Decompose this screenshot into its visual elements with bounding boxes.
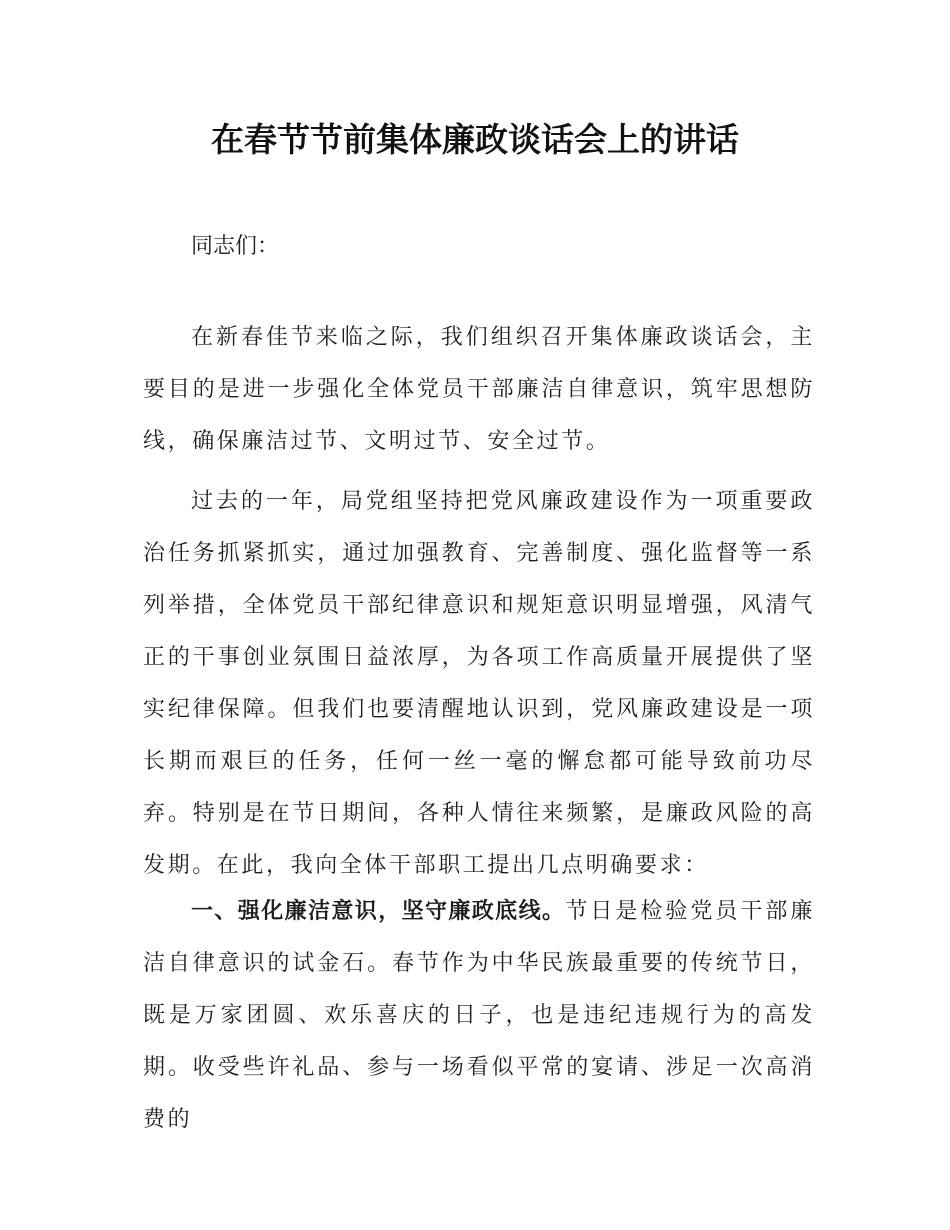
paragraph-text: 节日是检验党员干部廉洁自律意识的试金石。春节作为中华民族最重要的传统节日，既是万家团圆、欢乐喜庆的日子，也是违纪违规行为的高发期。收受些许礼品、参与一场看似平常的宴请、涉足一次高消费的: [143, 899, 815, 1132]
paragraph-intro: [143, 312, 815, 468]
paragraph-text: 过去的一年，局党组坚持把党风廉政建设作为一项重要政治任务抓紧抓实，通过加强教育、完善制度、强化监督等一系列举措，全体党员干部纪律意识和规矩意识明显增强，风清气正的干事创业氛围日益浓厚，为各项工作高质量开展提供了坚实纪律保障。但我们也要清醒地认识到，党风廉政建设是一项长期而艰巨的任务，任何一丝一毫的懈怠都可能导致前功尽弃。特别是在节日期间，各种人情往来频繁，是廉政风险的高发期。在此，我向全体干部职工提出几点明确要求：: [143, 489, 815, 878]
salutation: 同志们：: [191, 234, 280, 259]
page-title: 在春节节前集体廉政谈话会上的讲话: [211, 120, 739, 159]
paragraph-review: [143, 476, 815, 892]
section-heading: 一、强化廉洁意识，坚守廉政底线。: [191, 899, 566, 924]
paragraph-text: 在新春佳节来临之际，我们组织召开集体廉政谈话会，主要目的是进一步强化全体党员干部廉洁自律意识，筑牢思想防线，确保廉洁过节、文明过节、安全过节。: [143, 325, 815, 454]
paragraph-requirement-one: [143, 886, 815, 1146]
